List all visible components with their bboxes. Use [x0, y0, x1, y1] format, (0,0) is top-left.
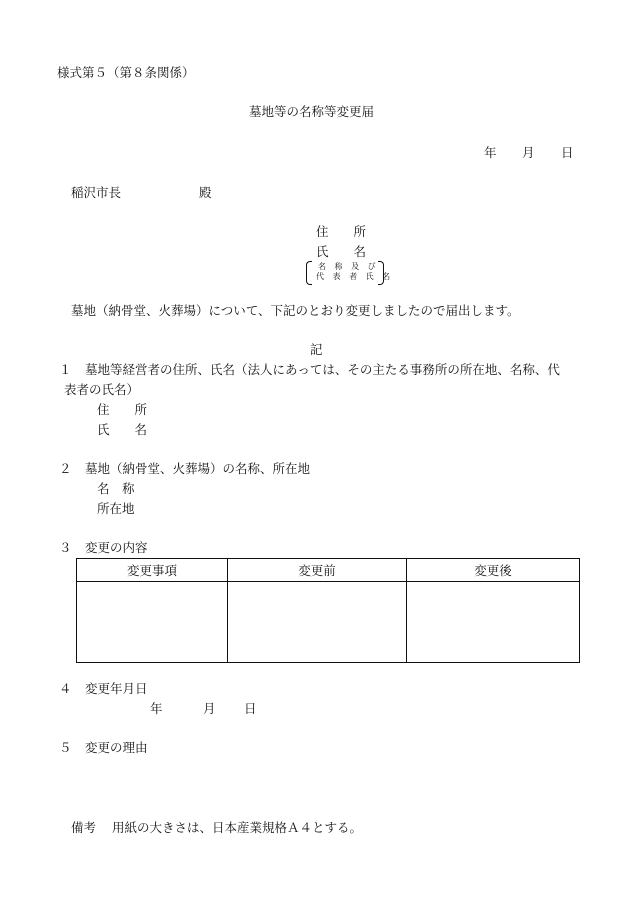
addressee-name: 稲沢市長: [71, 185, 122, 200]
column-header-item: 変更事項: [77, 559, 228, 582]
remarks-text: 用紙の大きさは、日本産業規格Ａ４とする。: [112, 820, 363, 835]
right-bracket: [378, 261, 384, 285]
column-header-before: 変更前: [228, 559, 407, 582]
applicant-name-label: 氏 名: [316, 244, 367, 259]
intro-text: 墓地（納骨堂、火葬場）について、下記のとおり変更しましたので届出します。: [71, 303, 520, 318]
date-day-label: 日: [561, 145, 574, 160]
cell-before[interactable]: [228, 582, 407, 663]
section2-location-label: 所在地: [97, 501, 135, 516]
section1-heading-cont: 表者の氏名）: [64, 382, 140, 397]
section1-name-label: 氏 名: [97, 422, 148, 437]
left-bracket: [306, 261, 312, 285]
date-month-label: 月: [522, 145, 535, 160]
applicant-note-line2: 代 表 者 氏 名: [316, 272, 394, 281]
section2-heading: 墓地（納骨堂、火葬場）の名称、所在地: [85, 461, 311, 476]
date-year-label: 年: [484, 145, 497, 160]
section4-number: ４: [59, 681, 72, 696]
cell-after[interactable]: [407, 582, 580, 663]
column-header-after: 変更後: [407, 559, 580, 582]
form-number: 様式第５（第８条関係）: [57, 65, 195, 80]
section3-heading: 変更の内容: [85, 540, 148, 555]
section5-number: ５: [59, 740, 72, 755]
ki-heading: 記: [310, 342, 323, 357]
applicant-address-label: 住 所: [316, 224, 367, 239]
section1-heading: 墓地等経営者の住所、氏名（法人にあっては、その主たる事務所の所在地、名称、代: [85, 362, 560, 377]
remarks-label: 備考: [71, 820, 97, 835]
change-table: [76, 558, 580, 663]
change-year-label: 年: [150, 701, 163, 716]
section2-name-label: 名 称: [97, 481, 135, 496]
section1-number: １: [59, 362, 72, 377]
section1-address-label: 住 所: [97, 402, 148, 417]
section5-heading: 変更の理由: [85, 740, 148, 755]
section4-heading: 変更年月日: [85, 681, 148, 696]
change-month-label: 月: [203, 701, 216, 716]
change-day-label: 日: [244, 701, 257, 716]
applicant-note-line1: 名 称 及 び: [318, 262, 379, 271]
section3-number: ３: [59, 540, 72, 555]
cell-item[interactable]: [77, 582, 228, 663]
addressee-honorific: 殿: [199, 185, 212, 200]
applicant-name-note: [306, 261, 394, 283]
section2-number: ２: [59, 461, 72, 476]
document-title: 墓地等の名称等変更届: [249, 104, 375, 119]
